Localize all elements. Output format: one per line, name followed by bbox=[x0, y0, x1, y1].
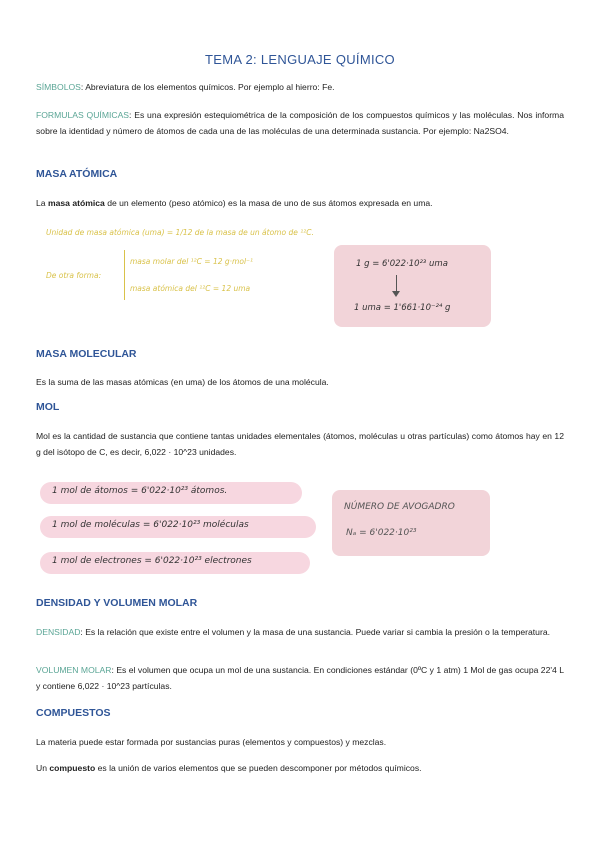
uma-line-2: 1 uma = 1'661·10⁻²⁴ g bbox=[354, 303, 451, 313]
mol-paragraph: Mol es la cantidad de sustancia que contiene tantas unidades elementales (átomos, moléculas u otras partículas) como átomos hay en 12 g del isótopo de C, es decir, 6,022 · 10^23 unidades. bbox=[36, 431, 564, 457]
compuestos-post: es la unión de varios elementos que se pueden descomponer por métodos químicos. bbox=[95, 763, 422, 773]
uma-conversion-box bbox=[334, 245, 491, 327]
masa-atomica-bold: masa atómica bbox=[47, 198, 105, 208]
densidad-paragraph bbox=[36, 624, 564, 640]
formulas-text: : Es una expresión estequiométrica de la composición de los compuestos químicos y las moléculas. Nos informa sobre la identidad y número de átomos de cada una de las moléculas de una determinada sustancia. Por ejemplo: Na2SO4. bbox=[36, 110, 564, 136]
mol-atoms-pill bbox=[40, 482, 302, 504]
heading-densidad: DENSIDAD Y VOLUMEN MOLAR bbox=[36, 597, 198, 609]
masa-atomica-pre: La bbox=[36, 198, 48, 208]
simbolos-text: : Abreviatura de los elementos químicos. Por ejemplo al hierro: Fe. bbox=[80, 82, 335, 92]
uma-line-1: 1 g = 6'022·10²³ uma bbox=[356, 259, 448, 269]
simbolos-paragraph bbox=[36, 79, 564, 95]
masa-atomica-paragraph bbox=[36, 195, 564, 211]
mol-electrons-text: 1 mol de electrones = 6'022·10²³ electrones bbox=[52, 556, 252, 566]
mol-atoms-text: 1 mol de átomos = 6'022·10²³ átomos. bbox=[52, 486, 228, 496]
volumen-text: : Es el volumen que ocupa un mol de una sustancia. En condiciones estándar (0ºC y 1 atm) 1 Mol de gas ocupa 22'4 L y contiene 6,022 · 10^23 partículas. bbox=[36, 665, 564, 691]
mol-molecules-text: 1 mol de moléculas = 6'022·10²³ moléculas bbox=[52, 520, 249, 530]
volumen-paragraph bbox=[36, 662, 564, 694]
compuestos-pre: Un bbox=[36, 763, 50, 773]
avogadro-title: NÚMERO DE AVOGADRO bbox=[344, 502, 455, 512]
note-molar: masa molar del ¹²C = 12 g·mol⁻¹ bbox=[130, 257, 253, 266]
masa-atomica-post: de un elemento (peso atómico) es la masa de uno de sus átomos expresada en uma. bbox=[104, 198, 433, 208]
note-other: De otra forma: bbox=[46, 271, 102, 280]
mol-molecules-pill bbox=[40, 516, 316, 538]
formulas-paragraph bbox=[36, 107, 564, 139]
avogadro-box bbox=[332, 490, 490, 556]
simbolos-label: SÍMBOLOS bbox=[36, 82, 81, 92]
heading-masa-molecular: MASA MOLECULAR bbox=[36, 348, 137, 360]
arrow-head-icon bbox=[392, 291, 400, 297]
heading-masa-atomica: MASA ATÓMICA bbox=[36, 168, 118, 180]
mol-electrons-pill bbox=[40, 552, 310, 574]
masa-molecular-paragraph: Es la suma de las masas atómicas (en uma) de los átomos de una molécula. bbox=[36, 377, 329, 387]
densidad-label: DENSIDAD bbox=[36, 627, 81, 637]
note-atomic: masa atómica del ¹²C = 12 uma bbox=[130, 284, 251, 293]
note-unit: Unidad de masa atómica (uma) = 1/12 de la masa de un átomo de ¹²C. bbox=[46, 228, 314, 237]
heading-compuestos: COMPUESTOS bbox=[36, 707, 111, 719]
avogadro-value: Nₐ = 6'022·10²³ bbox=[346, 528, 417, 538]
densidad-text: : Es la relación que existe entre el volumen y la masa de una sustancia. Puede variar si cambia la presión o la temperatura. bbox=[80, 627, 550, 637]
compuestos-paragraph-1: La materia puede estar formada por sustancias puras (elementos y compuestos) y mezclas. bbox=[36, 737, 387, 747]
page-title: TEMA 2: LENGUAJE QUÍMICO bbox=[205, 52, 395, 67]
compuestos-paragraph-2 bbox=[36, 760, 564, 776]
note-bracket bbox=[124, 250, 125, 300]
heading-mol: MOL bbox=[36, 401, 60, 413]
volumen-label: VOLUMEN MOLAR bbox=[36, 665, 112, 675]
formulas-label: FORMULAS QUÍMICAS bbox=[36, 110, 130, 120]
compuestos-bold: compuesto bbox=[49, 763, 96, 773]
